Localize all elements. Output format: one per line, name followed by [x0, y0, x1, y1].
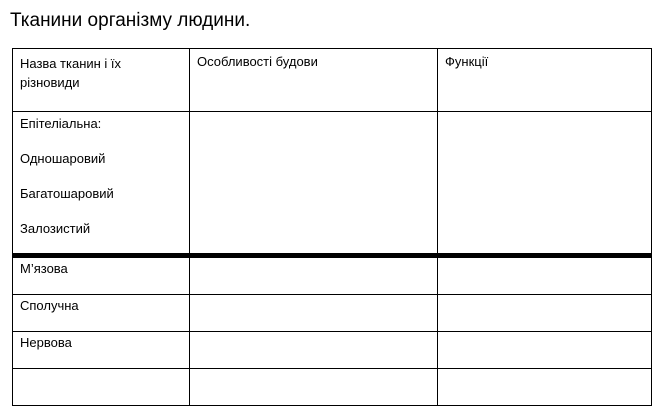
cell-functions[interactable] — [438, 332, 652, 369]
header-cell-name[interactable]: Назва тканин і їх різновиди — [13, 49, 190, 112]
cell-epithelial-name[interactable] — [13, 112, 190, 256]
table-row — [13, 369, 652, 406]
document-title: Тканини організму людини. — [10, 10, 251, 31]
cell-structure[interactable] — [190, 256, 438, 295]
cell-tissue-name[interactable]: Сполучна — [13, 295, 190, 332]
table-row-epithelial — [13, 112, 652, 256]
cell-structure[interactable] — [190, 369, 438, 406]
tissue-table — [12, 48, 652, 406]
cell-tissue-name[interactable]: Нервова — [13, 332, 190, 369]
epithelial-subtype: Одношаровий — [20, 151, 106, 166]
cell-tissue-name[interactable] — [13, 369, 190, 406]
epithelial-label: Епітеліальна: — [20, 116, 102, 131]
epithelial-subtype: Багатошаровий — [20, 186, 114, 201]
cell-functions[interactable] — [438, 295, 652, 332]
table-row — [13, 256, 652, 295]
cell-epithelial-functions[interactable] — [438, 112, 652, 256]
header-cell-structure[interactable]: Особливості будови — [190, 49, 438, 112]
table-row — [13, 332, 652, 369]
header-cell-functions[interactable]: Функції — [438, 49, 652, 112]
epithelial-subtype: Залозистий — [20, 221, 91, 236]
cell-functions[interactable] — [438, 256, 652, 295]
table-header-row — [13, 49, 652, 112]
cell-structure[interactable] — [190, 332, 438, 369]
cell-tissue-name[interactable]: М’язова — [13, 256, 190, 295]
cell-structure[interactable] — [190, 295, 438, 332]
cell-epithelial-structure[interactable] — [190, 112, 438, 256]
cell-functions[interactable] — [438, 369, 652, 406]
table-row — [13, 295, 652, 332]
